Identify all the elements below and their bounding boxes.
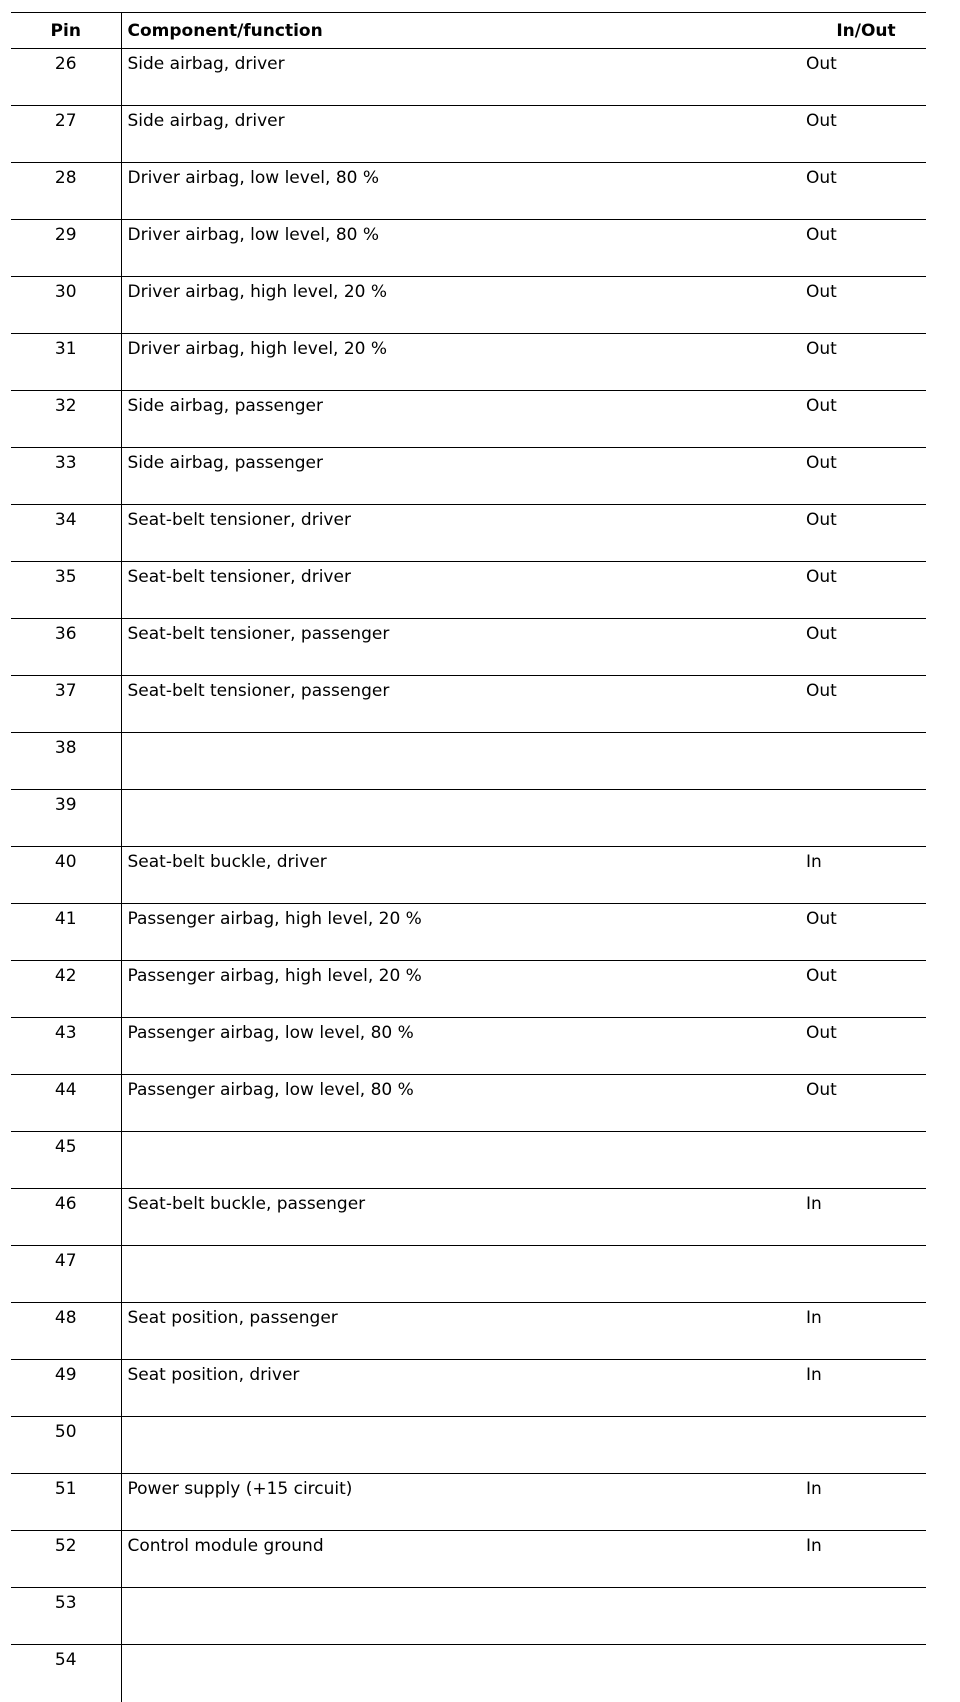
table-row — [11, 505, 926, 562]
table-body — [11, 49, 926, 1702]
pin-cell: 28 — [11, 163, 121, 220]
header-component-function: Component/function — [121, 13, 806, 49]
in-out-cell: Out — [806, 1075, 926, 1132]
function-cell — [121, 1645, 806, 1702]
pin-cell: 41 — [11, 904, 121, 961]
pin-cell: 34 — [11, 505, 121, 562]
table-row — [11, 733, 926, 790]
function-cell — [121, 733, 806, 790]
table-row — [11, 391, 926, 448]
in-out-cell: In — [806, 1189, 926, 1246]
pin-cell: 38 — [11, 733, 121, 790]
function-cell: Seat-belt buckle, driver — [121, 847, 806, 904]
in-out-cell — [806, 1132, 926, 1189]
table-row — [11, 1246, 926, 1303]
pin-cell: 53 — [11, 1588, 121, 1645]
pin-cell: 31 — [11, 334, 121, 391]
function-cell: Passenger airbag, low level, 80 % — [121, 1075, 806, 1132]
function-cell — [121, 1132, 806, 1189]
function-cell — [121, 1417, 806, 1474]
in-out-cell — [806, 733, 926, 790]
in-out-cell: In — [806, 1303, 926, 1360]
pin-cell: 52 — [11, 1531, 121, 1588]
function-cell: Driver airbag, high level, 20 % — [121, 334, 806, 391]
pin-cell: 44 — [11, 1075, 121, 1132]
table-row — [11, 1531, 926, 1588]
table-row — [11, 1189, 926, 1246]
function-cell: Side airbag, driver — [121, 49, 806, 106]
pin-cell: 51 — [11, 1474, 121, 1531]
table-row — [11, 1018, 926, 1075]
pin-assignment-table — [11, 12, 926, 1702]
pin-cell: 47 — [11, 1246, 121, 1303]
pin-cell: 45 — [11, 1132, 121, 1189]
table-row — [11, 790, 926, 847]
header-in-out: In/Out — [806, 13, 926, 49]
pin-cell: 50 — [11, 1417, 121, 1474]
in-out-cell: Out — [806, 106, 926, 163]
function-cell: Driver airbag, high level, 20 % — [121, 277, 806, 334]
table-row — [11, 277, 926, 334]
function-cell: Seat-belt tensioner, passenger — [121, 619, 806, 676]
pin-cell: 26 — [11, 49, 121, 106]
function-cell: Driver airbag, low level, 80 % — [121, 163, 806, 220]
table-row — [11, 220, 926, 277]
table-row — [11, 619, 926, 676]
in-out-cell: Out — [806, 277, 926, 334]
pin-cell: 49 — [11, 1360, 121, 1417]
pin-cell: 29 — [11, 220, 121, 277]
header-pin: Pin — [11, 13, 121, 49]
table-row — [11, 904, 926, 961]
table-row — [11, 106, 926, 163]
table-header-row — [11, 13, 926, 49]
pin-cell: 54 — [54, 1650, 77, 1670]
table-row — [11, 1588, 926, 1645]
function-cell: Seat-belt tensioner, passenger — [121, 676, 806, 733]
function-cell — [121, 1246, 806, 1303]
in-out-cell: Out — [806, 220, 926, 277]
table-row — [11, 847, 926, 904]
function-cell — [121, 1588, 806, 1645]
in-out-cell: Out — [806, 334, 926, 391]
in-out-cell: Out — [806, 163, 926, 220]
function-cell: Passenger airbag, high level, 20 % — [121, 961, 806, 1018]
in-out-cell: Out — [806, 676, 926, 733]
function-cell: Power supply (+15 circuit) — [121, 1474, 806, 1531]
pin-cell: 30 — [11, 277, 121, 334]
table-row — [11, 1645, 926, 1702]
pin-cell: 46 — [11, 1189, 121, 1246]
in-out-cell: Out — [806, 49, 926, 106]
table-row — [11, 1474, 926, 1531]
pin-cell: 35 — [11, 562, 121, 619]
in-out-cell — [806, 1588, 926, 1645]
table-row — [11, 676, 926, 733]
in-out-cell: Out — [806, 1018, 926, 1075]
pin-cell: 36 — [11, 619, 121, 676]
in-out-cell: Out — [806, 505, 926, 562]
table-row — [11, 1303, 926, 1360]
function-cell: Side airbag, driver — [121, 106, 806, 163]
function-cell: Passenger airbag, low level, 80 % — [121, 1018, 806, 1075]
in-out-cell — [806, 1417, 926, 1474]
in-out-cell — [806, 790, 926, 847]
in-out-cell — [806, 1246, 926, 1303]
in-out-cell: Out — [806, 904, 926, 961]
function-cell: Seat-belt buckle, passenger — [121, 1189, 806, 1246]
table-row — [11, 961, 926, 1018]
in-out-cell: Out — [806, 619, 926, 676]
table-row — [11, 1132, 926, 1189]
in-out-cell: In — [806, 1531, 926, 1588]
in-out-cell: In — [806, 847, 926, 904]
function-cell — [121, 790, 806, 847]
function-cell: Side airbag, passenger — [121, 391, 806, 448]
table-row — [11, 163, 926, 220]
function-cell: Seat position, passenger — [121, 1303, 806, 1360]
table-header — [11, 13, 926, 49]
function-cell: Driver airbag, low level, 80 % — [121, 220, 806, 277]
table-row — [11, 1417, 926, 1474]
in-out-cell: Out — [806, 391, 926, 448]
pin-cell: 33 — [11, 448, 121, 505]
table-row — [11, 448, 926, 505]
in-out-cell: Out — [806, 562, 926, 619]
function-cell: Seat-belt tensioner, driver — [121, 562, 806, 619]
table-row — [11, 334, 926, 391]
table-row — [11, 1360, 926, 1417]
function-cell: Side airbag, passenger — [121, 448, 806, 505]
function-cell: Seat position, driver — [121, 1360, 806, 1417]
pin-cell: 43 — [11, 1018, 121, 1075]
table-row — [11, 1075, 926, 1132]
pin-cell: 27 — [11, 106, 121, 163]
table-row — [11, 49, 926, 106]
pin-cell: 48 — [11, 1303, 121, 1360]
table-row — [11, 562, 926, 619]
in-out-cell — [806, 1645, 926, 1702]
in-out-cell: Out — [806, 448, 926, 505]
pin-cell: 40 — [11, 847, 121, 904]
pin-cell: 37 — [11, 676, 121, 733]
pin-cell: 42 — [11, 961, 121, 1018]
pin-cell: 39 — [11, 790, 121, 847]
in-out-cell: In — [806, 1360, 926, 1417]
function-cell: Seat-belt tensioner, driver — [121, 505, 806, 562]
function-cell: Passenger airbag, high level, 20 % — [121, 904, 806, 961]
function-cell: Control module ground — [121, 1531, 806, 1588]
pin-cell: 32 — [11, 391, 121, 448]
in-out-cell: In — [806, 1474, 926, 1531]
in-out-cell: Out — [806, 961, 926, 1018]
